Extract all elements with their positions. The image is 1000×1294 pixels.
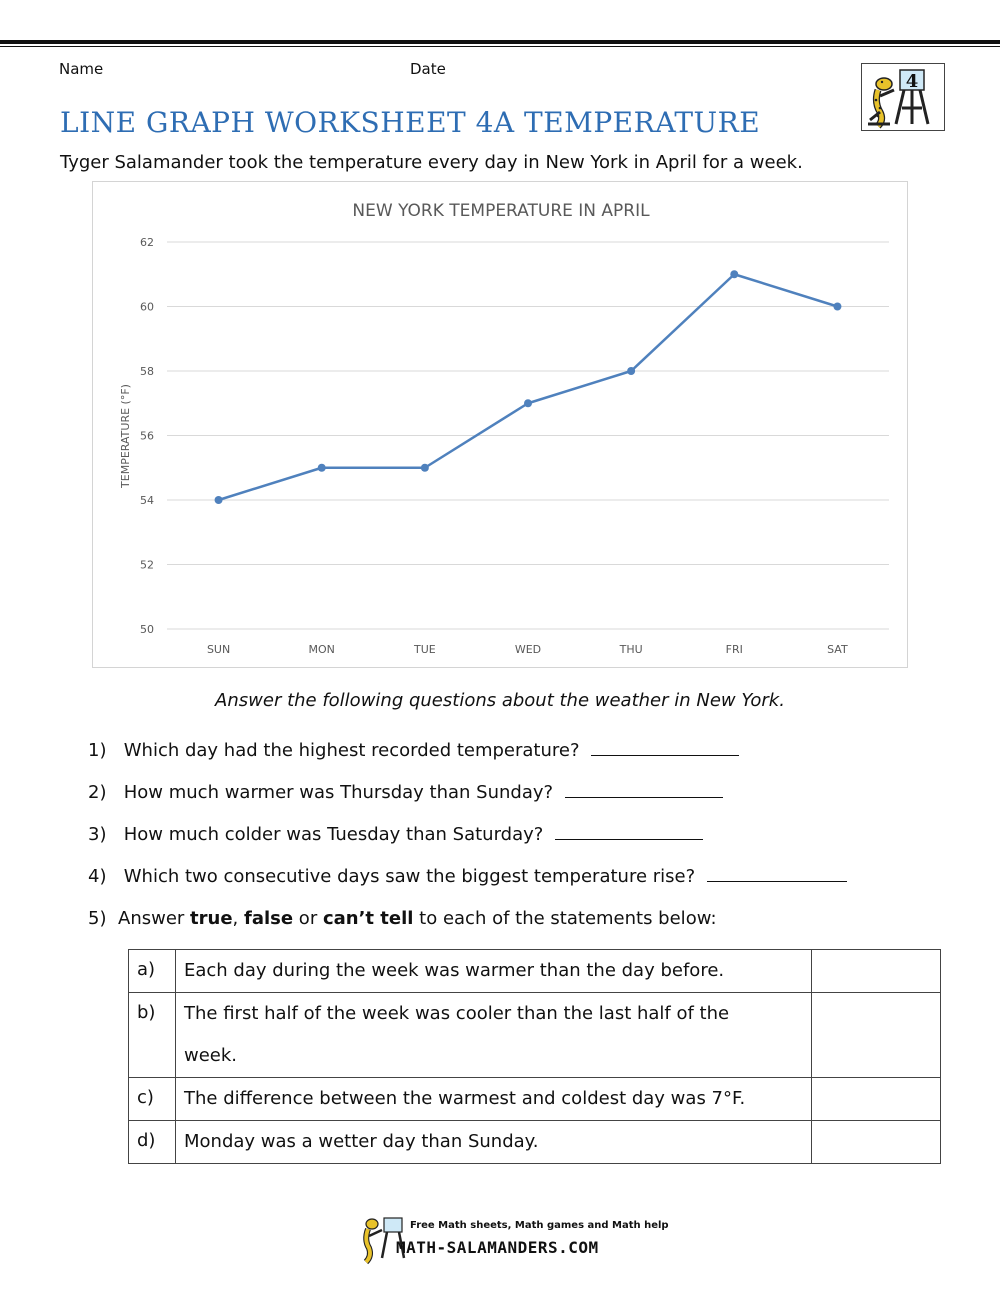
question-text: How much colder was Tuesday than Saturday? [123, 824, 544, 845]
x-tick-label: WED [514, 643, 542, 656]
statement-letter: b) [129, 993, 176, 1078]
answer-line[interactable] [555, 824, 703, 840]
table-row [129, 950, 941, 993]
question-number: 3) [88, 824, 107, 845]
x-tick-label: THU [619, 643, 643, 656]
name-label: Name [59, 60, 104, 78]
salamander-logo-icon [862, 64, 946, 132]
y-axis-label: TEMPERATURE (°F) [119, 384, 132, 488]
question-number: 4) [88, 866, 107, 887]
question-number: 2) [88, 782, 107, 803]
answer-cell[interactable] [812, 993, 941, 1078]
data-point [730, 270, 738, 278]
q5-sep2: or [293, 908, 323, 929]
answer-cell[interactable] [812, 1078, 941, 1121]
q5-false: false [244, 908, 294, 929]
table-row [129, 1121, 941, 1164]
x-tick-label: SAT [827, 643, 848, 656]
data-point [215, 496, 223, 504]
question-5 [88, 908, 717, 929]
y-tick-label: 50 [140, 623, 154, 636]
question-2 [88, 782, 723, 803]
grade-badge: 4 [905, 71, 919, 92]
question-1 [88, 740, 739, 761]
y-tick-label: 52 [140, 558, 154, 572]
statement-letter: d) [129, 1121, 176, 1164]
statement-letter: c) [129, 1078, 176, 1121]
date-label: Date [410, 60, 446, 78]
question-3 [88, 824, 703, 845]
statement-text: The difference between the warmest and coldest day was 7°F. [176, 1078, 812, 1121]
footer-tagline: Free Math sheets, Math games and Math help [410, 1220, 669, 1231]
chart-svg [93, 182, 909, 669]
answer-line[interactable] [707, 866, 847, 882]
question-number: 1) [88, 740, 107, 761]
answer-cell[interactable] [812, 950, 941, 993]
line-chart [92, 181, 908, 668]
q5-cant-tell: can’t tell [322, 908, 414, 929]
statements-table [128, 949, 941, 1164]
answer-cell[interactable] [812, 1121, 941, 1164]
header-rule-thin [0, 46, 1000, 47]
data-point [421, 464, 429, 472]
questions-prompt: Answer the following questions about the weather in New York. [215, 690, 785, 711]
table-row [129, 993, 941, 1078]
x-tick-label: SUN [206, 643, 231, 656]
question-number: 5) [88, 908, 107, 929]
y-tick-label: 62 [140, 236, 154, 249]
question-text: Which day had the highest recorded temperature? [123, 740, 580, 761]
question-4 [88, 866, 847, 887]
table-row [129, 1078, 941, 1121]
data-point [318, 464, 326, 472]
question-text: Which two consecutive days saw the biggest temperature rise? [123, 866, 696, 887]
statement-text: Monday was a wetter day than Sunday. [176, 1121, 812, 1164]
y-tick-label: 60 [140, 300, 154, 314]
intro-text: Tyger Salamander took the temperature every day in New York in April for a week. [60, 152, 803, 173]
data-point [627, 367, 635, 375]
data-point [524, 399, 532, 407]
statement-text: Each day during the week was warmer than the day before. [176, 950, 812, 993]
q5-sep1: , [232, 908, 244, 929]
y-tick-label: 54 [140, 494, 154, 507]
y-tick-label: 58 [140, 365, 154, 378]
q5-true: true [190, 908, 233, 929]
footer-site-link[interactable]: MATH-SALAMANDERS.COM [396, 1238, 599, 1257]
series-line [219, 274, 838, 500]
x-tick-label: MON [308, 643, 335, 656]
data-point [833, 303, 841, 311]
worksheet-title: LINE GRAPH WORKSHEET 4A TEMPERATURE [60, 106, 761, 139]
grade-logo [861, 63, 945, 131]
question-text: How much warmer was Thursday than Sunday? [123, 782, 554, 803]
q5-post: to each of the statements below: [413, 908, 717, 929]
answer-line[interactable] [565, 782, 723, 798]
x-tick-label: FRI [725, 643, 743, 656]
y-tick-label: 56 [140, 429, 154, 443]
q5-pre: Answer [118, 908, 191, 929]
chart-title: NEW YORK TEMPERATURE IN APRIL [352, 201, 650, 221]
statement-text: The first half of the week was cooler than the last half of the week. [176, 993, 812, 1078]
header-rule [0, 40, 1000, 44]
statement-letter: a) [129, 950, 176, 993]
x-tick-label: TUE [413, 643, 436, 656]
answer-line[interactable] [591, 740, 739, 756]
